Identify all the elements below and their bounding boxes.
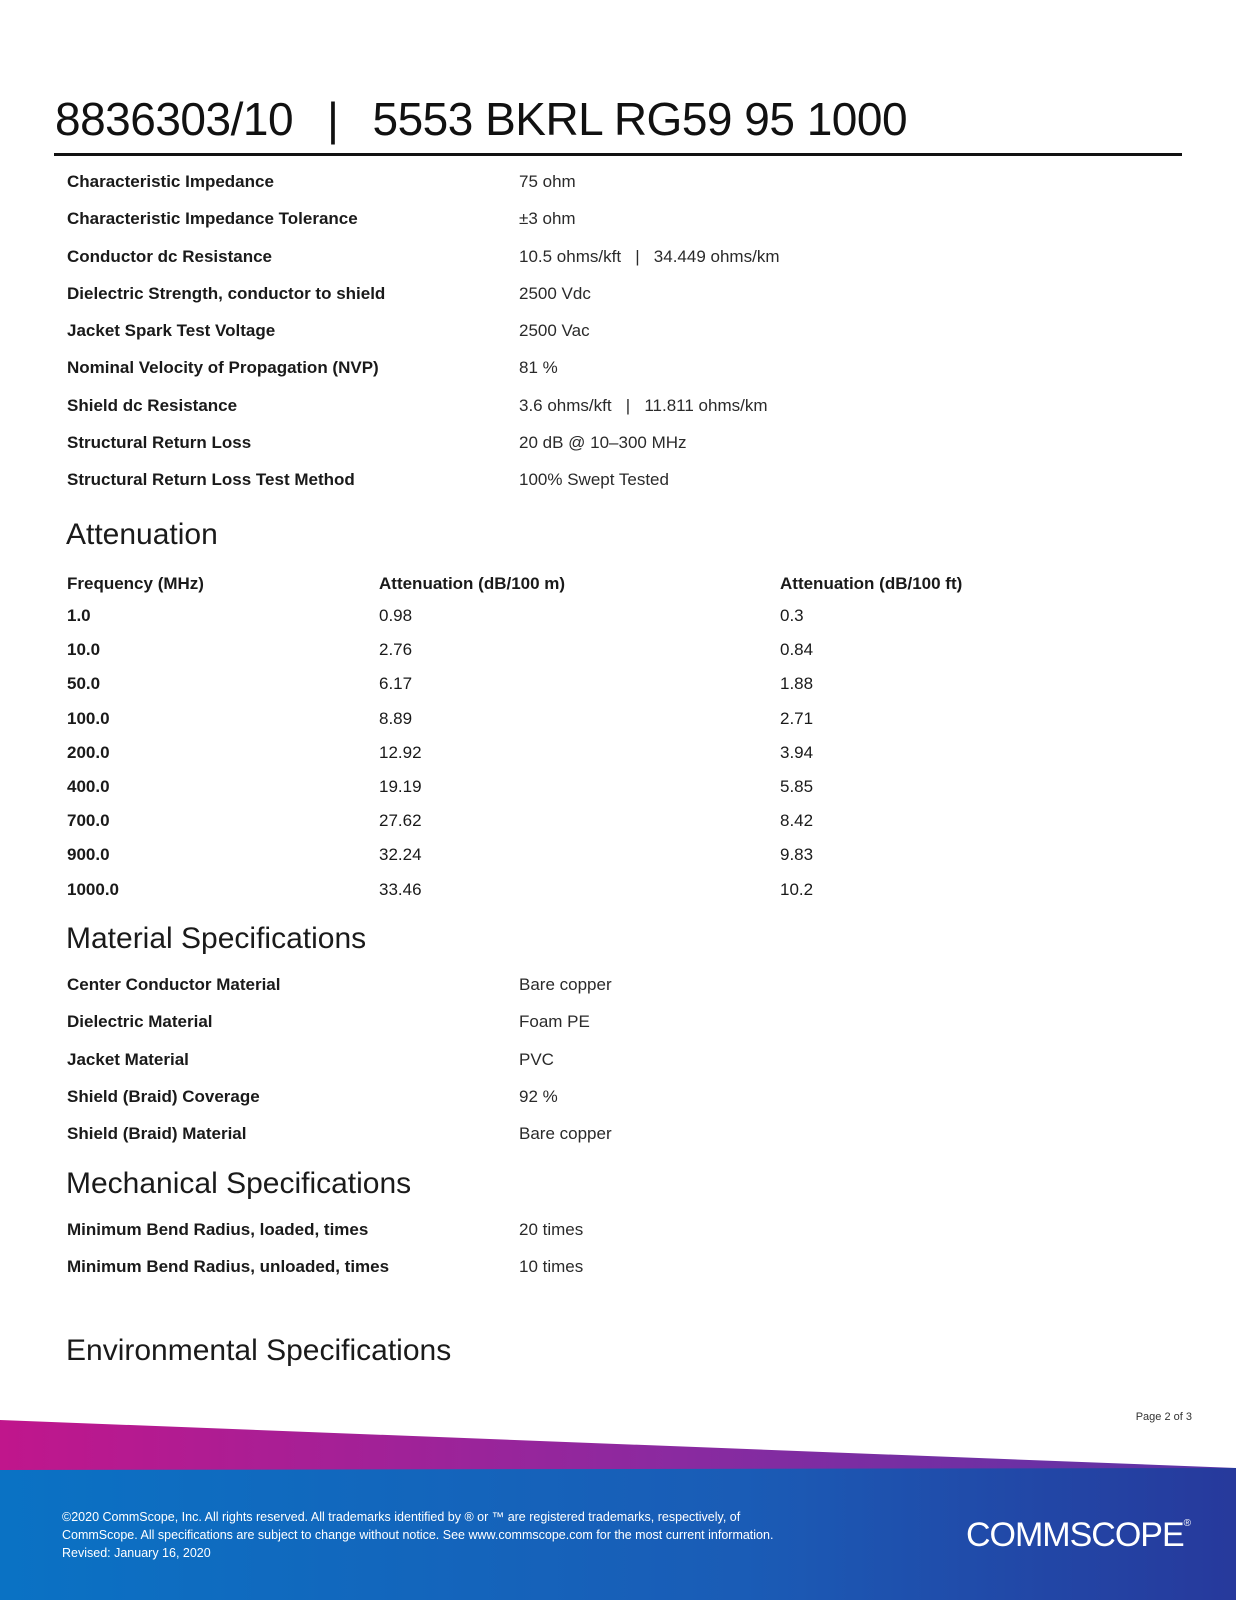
attenuation-m-cell: 2.76 xyxy=(379,640,413,660)
registered-mark: ® xyxy=(1183,1518,1190,1529)
spec-label: Jacket Material xyxy=(67,1049,189,1069)
frequency-cell: 1000.0 xyxy=(67,879,119,899)
spec-value: 92 % xyxy=(519,1086,558,1106)
spec-value: PVC xyxy=(519,1049,554,1069)
attenuation-ft-cell: 0.3 xyxy=(780,606,804,625)
spec-value: 20 times xyxy=(519,1220,584,1239)
spec-row xyxy=(67,358,1167,395)
header-divider xyxy=(54,153,1182,156)
spec-label: Minimum Bend Radius, unloaded, times xyxy=(67,1257,390,1277)
frequency-cell: 400.0 xyxy=(67,776,110,796)
frequency-cell: 1.0 xyxy=(67,606,91,625)
electrical-specs-list xyxy=(67,172,1167,508)
spec-label: Dielectric Material xyxy=(67,1012,213,1032)
spec-value: ±3 ohm xyxy=(519,209,576,229)
table-row xyxy=(67,606,1167,640)
attenuation-ft-cell: 2.71 xyxy=(780,708,814,728)
spec-label: Dielectric Strength, conductor to shield xyxy=(67,283,386,303)
spec-row xyxy=(67,1012,1167,1049)
product-name: 5553 BKRL RG59 95 1000 xyxy=(372,93,908,145)
commscope-logo[interactable] xyxy=(966,1516,1190,1555)
table-row xyxy=(67,709,1167,743)
footer-legal-text: ©2020 CommScope, Inc. All rights reserved. All trademarks identified by ® or ™ are registered trademarks, respectively, of CommScope. All specifications are subject to change without notice. See www.commscope.com for the most current information. Revised: January 16, 2020 xyxy=(62,1510,774,1560)
logo-text: COMMSCOPE xyxy=(965,1516,1184,1554)
attenuation-m-cell: 27.62 xyxy=(379,811,422,831)
spec-value: Foam PE xyxy=(519,1012,590,1032)
page-number: Page 2 of 3 xyxy=(1135,1411,1192,1423)
title-separator: | xyxy=(327,93,339,145)
attenuation-ft-cell: 1.88 xyxy=(780,674,814,694)
spec-row xyxy=(67,1087,1167,1124)
spec-value: 20 dB @ 10–300 MHz xyxy=(519,433,687,453)
table-row xyxy=(67,640,1167,674)
spec-value: Bare copper xyxy=(519,1124,612,1144)
table-row xyxy=(67,743,1167,777)
attenuation-ft-cell: 5.85 xyxy=(780,776,814,796)
spec-row xyxy=(67,284,1167,321)
attenuation-m-cell: 0.98 xyxy=(379,606,413,625)
attenuation-ft-cell: 0.84 xyxy=(780,640,814,660)
attenuation-m-cell: 8.89 xyxy=(379,708,413,728)
table-row xyxy=(67,811,1167,845)
attenuation-m-cell: 12.92 xyxy=(379,742,422,762)
spec-row xyxy=(67,470,1167,507)
part-number: 8836303/10 xyxy=(55,93,294,145)
table-row xyxy=(67,777,1167,811)
attenuation-table xyxy=(67,574,1167,914)
spec-row xyxy=(67,247,1167,284)
attenuation-ft-cell: 10.2 xyxy=(780,879,814,899)
spec-row xyxy=(67,1050,1167,1087)
attenuation-m-cell: 32.24 xyxy=(379,845,422,865)
spec-value: 2500 Vdc xyxy=(519,283,591,303)
attenuation-m-cell: 6.17 xyxy=(379,674,413,694)
frequency-cell: 700.0 xyxy=(67,811,110,831)
spec-label: Minimum Bend Radius, loaded, times xyxy=(67,1220,369,1239)
table-row xyxy=(67,845,1167,879)
spec-label: Structural Return Loss xyxy=(67,433,252,453)
spec-label: Conductor dc Resistance xyxy=(67,246,272,266)
material-specs-heading: Material Specifications xyxy=(66,922,367,955)
environmental-specs-heading: Environmental Specifications xyxy=(66,1334,452,1367)
frequency-cell: 200.0 xyxy=(67,742,110,762)
attenuation-m-cell: 33.46 xyxy=(379,879,422,899)
spec-label: Shield (Braid) Material xyxy=(67,1124,247,1144)
spec-label: Shield dc Resistance xyxy=(67,395,238,415)
spec-row xyxy=(67,1220,1167,1257)
spec-row xyxy=(67,1257,1167,1294)
mechanical-specs-heading: Mechanical Specifications xyxy=(66,1167,412,1200)
spec-label: Nominal Velocity of Propagation (NVP) xyxy=(67,358,379,378)
spec-value: 2500 Vac xyxy=(519,321,590,341)
attenuation-ft-cell: 3.94 xyxy=(780,742,814,762)
spec-row xyxy=(67,209,1167,246)
spec-label: Characteristic Impedance xyxy=(67,172,274,191)
spec-row xyxy=(67,321,1167,358)
column-header: Attenuation (dB/100 m) xyxy=(379,574,566,593)
spec-row xyxy=(67,1124,1167,1161)
spec-value: 75 ohm xyxy=(519,172,576,191)
spec-label: Jacket Spark Test Voltage xyxy=(67,321,276,341)
mechanical-specs-list xyxy=(67,1220,1167,1295)
spec-row xyxy=(67,975,1167,1012)
attenuation-ft-cell: 9.83 xyxy=(780,845,814,865)
spec-label: Structural Return Loss Test Method xyxy=(67,470,355,490)
frequency-cell: 50.0 xyxy=(67,674,101,694)
spec-value: 100% Swept Tested xyxy=(519,470,669,490)
material-specs-list xyxy=(67,975,1167,1161)
spec-label: Characteristic Impedance Tolerance xyxy=(67,209,358,229)
attenuation-heading: Attenuation xyxy=(66,518,218,551)
spec-row xyxy=(67,172,1167,209)
spec-value: 10.5 ohms/kft | 34.449 ohms/km xyxy=(519,246,780,266)
table-row xyxy=(67,674,1167,708)
table-header-row xyxy=(67,574,1167,606)
spec-row xyxy=(67,433,1167,470)
attenuation-m-cell: 19.19 xyxy=(379,776,422,796)
table-row xyxy=(67,880,1167,914)
column-header: Frequency (MHz) xyxy=(67,574,204,593)
spec-value: 10 times xyxy=(519,1257,584,1277)
attenuation-ft-cell: 8.42 xyxy=(780,811,814,831)
frequency-cell: 10.0 xyxy=(67,640,101,660)
column-header: Attenuation (dB/100 ft) xyxy=(780,574,963,593)
spec-value: 3.6 ohms/kft | 11.811 ohms/km xyxy=(519,395,768,415)
spec-label: Center Conductor Material xyxy=(67,975,281,994)
spec-row xyxy=(67,396,1167,433)
frequency-cell: 900.0 xyxy=(67,845,110,865)
spec-value: 81 % xyxy=(519,358,558,378)
spec-value: Bare copper xyxy=(519,975,612,994)
document-title xyxy=(55,92,907,146)
frequency-cell: 100.0 xyxy=(67,708,110,728)
spec-label: Shield (Braid) Coverage xyxy=(67,1086,260,1106)
